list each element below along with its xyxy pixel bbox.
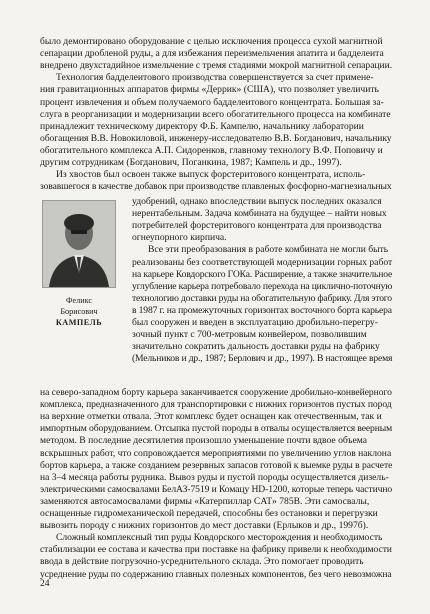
text-line: заменяются автосамосвалами фирмы «Катерпиллар CAT» 785В. Эти самосвалы, <box>40 495 370 507</box>
text-line: вывозить породу с нижних горизонтов до мест доставки (Ерлыков и др., 1997б). <box>40 520 369 532</box>
text-line: потребителей форстеритового концентрата для производства <box>132 220 382 232</box>
text-line: принадлежит техническому директору Ф.Б. Кампелю, начальнику лаборатории <box>40 120 364 132</box>
portrait-photo <box>42 200 116 288</box>
text-line: на карьере Ковдорского ГОКа. Расширение, а также значительное <box>132 268 393 280</box>
text-line: усреднение руды по содержанию главных полезных компонентов, без чего невозможна <box>40 568 392 580</box>
caption-last-name: КАМПЕЛЬ <box>55 318 103 327</box>
text-line: внедрено двухстадийное измельчение с тремя стадиями мокрой магнитной сепарации. <box>40 60 393 72</box>
text-line: углубление карьера потребовало перехода на циклично-поточную <box>132 280 393 292</box>
text-line: Из хвостов был освоен также выпуск форстеритового концентрата, исполь- <box>56 169 366 181</box>
text-line: на северо-западном борту карьера заканчивается сооружение дробильно-конвейерного <box>40 387 392 398</box>
text-line: в 1987 г. на промежуточных горизонтах восточного борта карьера <box>132 304 392 316</box>
text-line: методом. В последние десятилетия произошло уменьшение почти вдвое объема <box>40 435 367 447</box>
text-line: на 3–4 месяца работы рудника. Вывоз руды и пустой породы осуществляется дизель- <box>40 471 389 483</box>
text-line: был сооружен и введен в эксплуатацию дробильно-перегру- <box>132 317 378 328</box>
page-number: 24 <box>40 578 50 589</box>
text-line: на верхние отметки отвала. Этот комплекс будет оснащен как отечественным, так и <box>40 411 382 423</box>
text-line: ния гравитационных аппаратов фирмы «Деррик» (США), что позволяет увеличить <box>40 84 379 96</box>
text-line: нерентабельным. Задача комбината на будущее – найти новых <box>132 208 387 220</box>
text-line: Сложный комплексный тип руды Ковдорского месторождения и необходимость <box>56 532 383 544</box>
text-line: электрическими самосвалами БелАЗ-7519 и Комацу HD-1200, которые теперь частично <box>40 483 393 495</box>
text-line: комплекса, предназначенного для транспортировки с нижних горизонтов пустых пород <box>40 399 392 411</box>
text-line: процент извлечения и объем получаемого бадделеитового концентрата. Большая за- <box>40 96 384 108</box>
text-line: реализованы без соответствующей модернизации горных работ <box>132 256 393 268</box>
text-line: было демонтировано оборудование с целью исключения процесса сухой магнитной <box>40 36 383 47</box>
portrait-image <box>43 201 115 287</box>
text-line: стабилизации ее состава и качества при поставке на фабрику привели к необходимости <box>40 544 392 556</box>
text-line: слуга в реорганизации и модернизации всего обогатительного процесса на комбинате <box>40 108 391 120</box>
caption-middle-name: Борисович <box>60 307 98 316</box>
text-line: обогатительного комплекса А.П. Сидоренков, главному технологу В.Ф. Поповичу и <box>40 144 383 156</box>
text-line: зочный пункт с 700-метровым конвейером, позволившим <box>132 329 367 341</box>
text-line: обогащения В.В. Новокиловой, инженеру-исследователю В.В. Богданович, начальнику <box>40 132 392 144</box>
text-line: зовавшегося в качестве добавок при производстве плавленых фосфорно-магнезиальных <box>40 181 392 193</box>
text-line: ввода в действие погрузочно-усреднительного склада. Это помогает проводить <box>40 556 364 568</box>
text-line: удобрений, однако впоследствии выпуск последних оказался <box>132 196 382 207</box>
text-line: другим сотрудникам (Богданович, Поганкина, 1987; Кампель и др., 1997). <box>40 157 342 168</box>
text-line: сепарации дробленой руды, а для избежания переизмельчения апатита и бадделеита <box>40 48 384 60</box>
text-line: Технология бадделеитового производства совершенствуется за счет примене- <box>56 72 374 84</box>
text-line: Все эти преобразования в работе комбината не могли быть <box>148 244 389 256</box>
text-line: бортов карьера, а также созданием резервных запасов готовой к выемке руды в расчете <box>40 459 393 471</box>
caption-first-name: Феликс <box>66 296 92 305</box>
text-line: импортным оборудованием. Отсыпка пустой породы в отвалы осуществляется веерным <box>40 423 393 435</box>
text-line: огнеупорного кирпича. <box>132 232 227 244</box>
text-line: оснащенные гидромеханической передачей, способны без остановки и перегрузки <box>40 508 378 519</box>
text-line: (Мельников и др., 1987; Берлович и др., 1997). В настоящее время <box>132 353 393 365</box>
text-line: технологию доставки руды на обогатительную фабрику. Для этого <box>132 292 392 304</box>
text-line: вскрышных работ, что сопровождается мероприятиями по увеличению углов наклона <box>40 447 392 459</box>
text-line: значительно сократить дальность доставки руды на фабрику <box>132 341 380 353</box>
